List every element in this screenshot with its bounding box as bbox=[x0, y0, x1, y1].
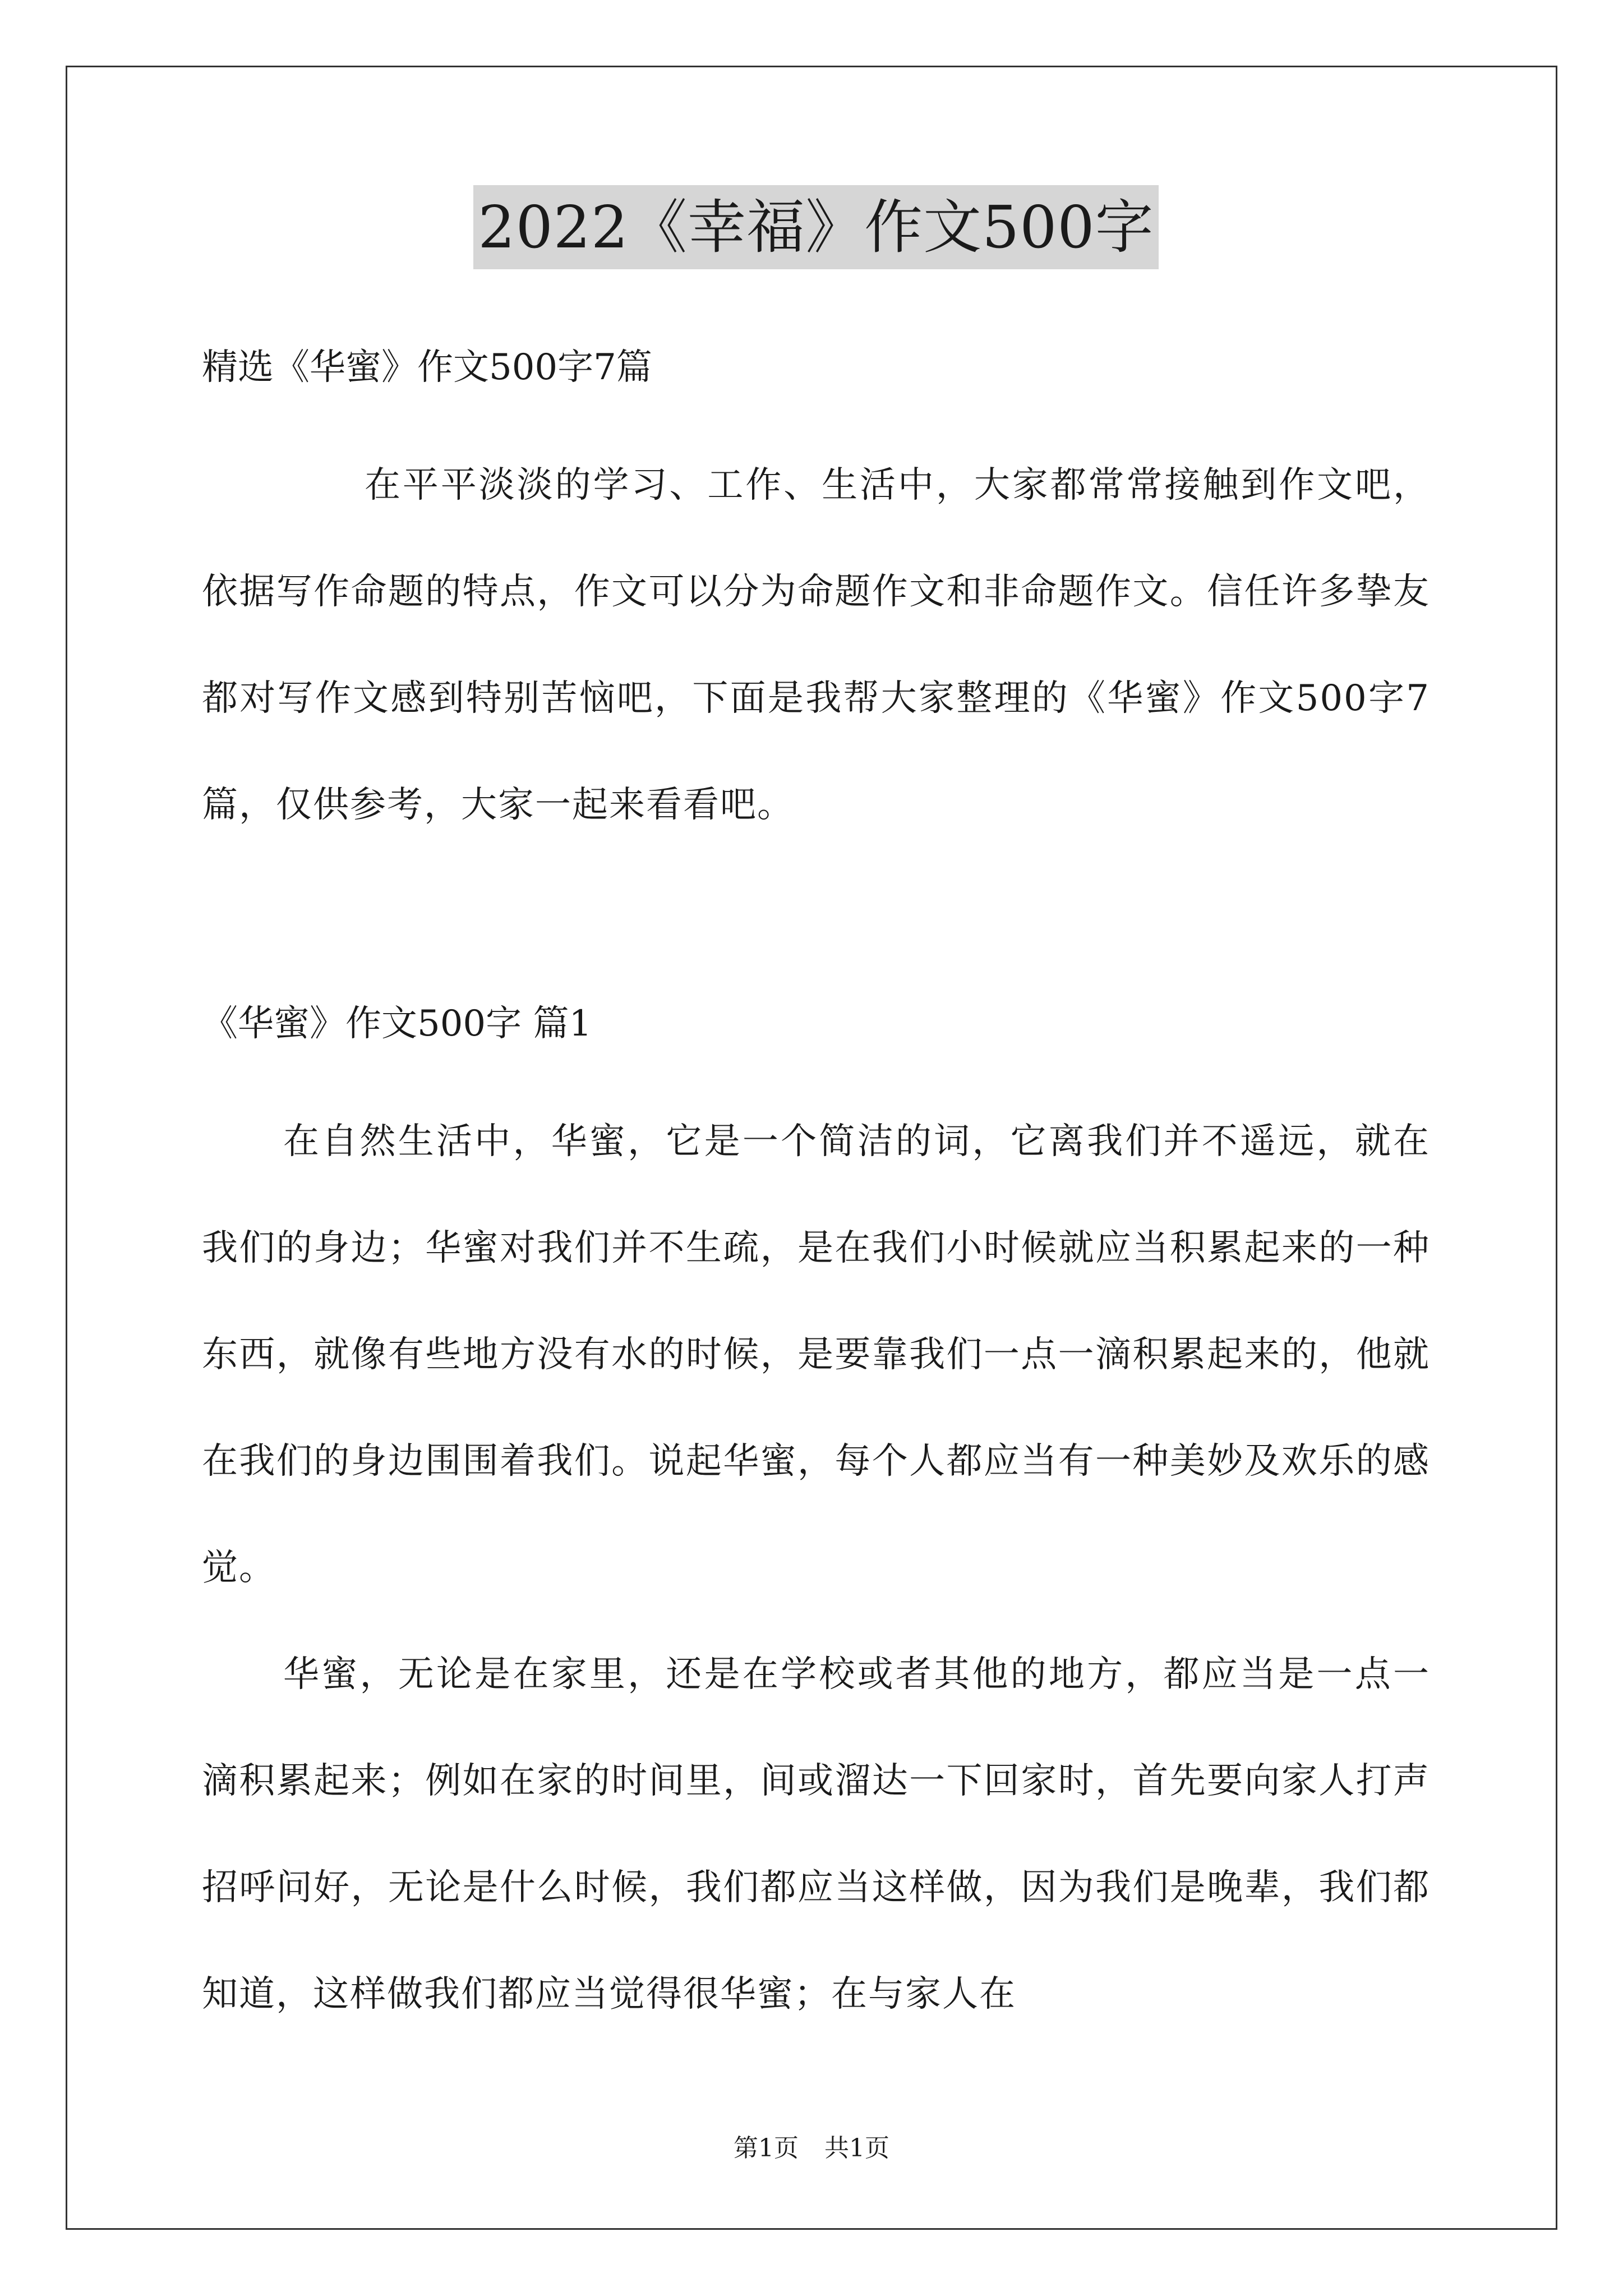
title-container bbox=[202, 185, 1430, 269]
body-paragraph-2: 华蜜，无论是在家里，还是在学校或者其他的地方，都应当是一点一滴积累起来；例如在家的时间里，间或溜达一下回家时，首先要向家人打声招呼问好，无论是什么时候，我们都应当这样做，因为我们是晚辈，我们都知道，这样做我们都应当觉得很华蜜；在与家人在 bbox=[202, 1654, 1430, 2015]
page-footer bbox=[0, 2132, 1623, 2165]
section-heading: 《华蜜》作文500字 篇1 bbox=[202, 1003, 592, 1045]
intro-paragraph: 在平平淡淡的学习、工作、生活中，大家都常常接触到作文吧，依据写作命题的特点，作文可以分为命题作文和非命题作文。信任许多挚友都对写作文感到特别苦恼吧，下面是我帮大家整理的《华蜜》作文500字7篇，仅供参考，大家一起来看看吧。 bbox=[202, 464, 1430, 826]
document-subtitle: 精选《华蜜》作文500字7篇 bbox=[202, 347, 652, 388]
page-number-total: 共1页 bbox=[824, 2134, 889, 2162]
body-paragraph-1: 在自然生活中，华蜜，它是一个简洁的词，它离我们并不遥远，就在我们的身边；华蜜对我们并不生疏，是在我们小时候就应当积累起来的一种东西，就像有些地方没有水的时候，是要靠我们一点一滴积累起来的，他就在我们的身边围围着我们。说起华蜜，每个人都应当有一种美妙及欢乐的感觉。 bbox=[202, 1121, 1430, 1589]
document-title: 2022《幸福》作文500字 bbox=[473, 185, 1158, 269]
document-body bbox=[202, 185, 1430, 2047]
page-number-current: 第1页 bbox=[734, 2134, 799, 2162]
